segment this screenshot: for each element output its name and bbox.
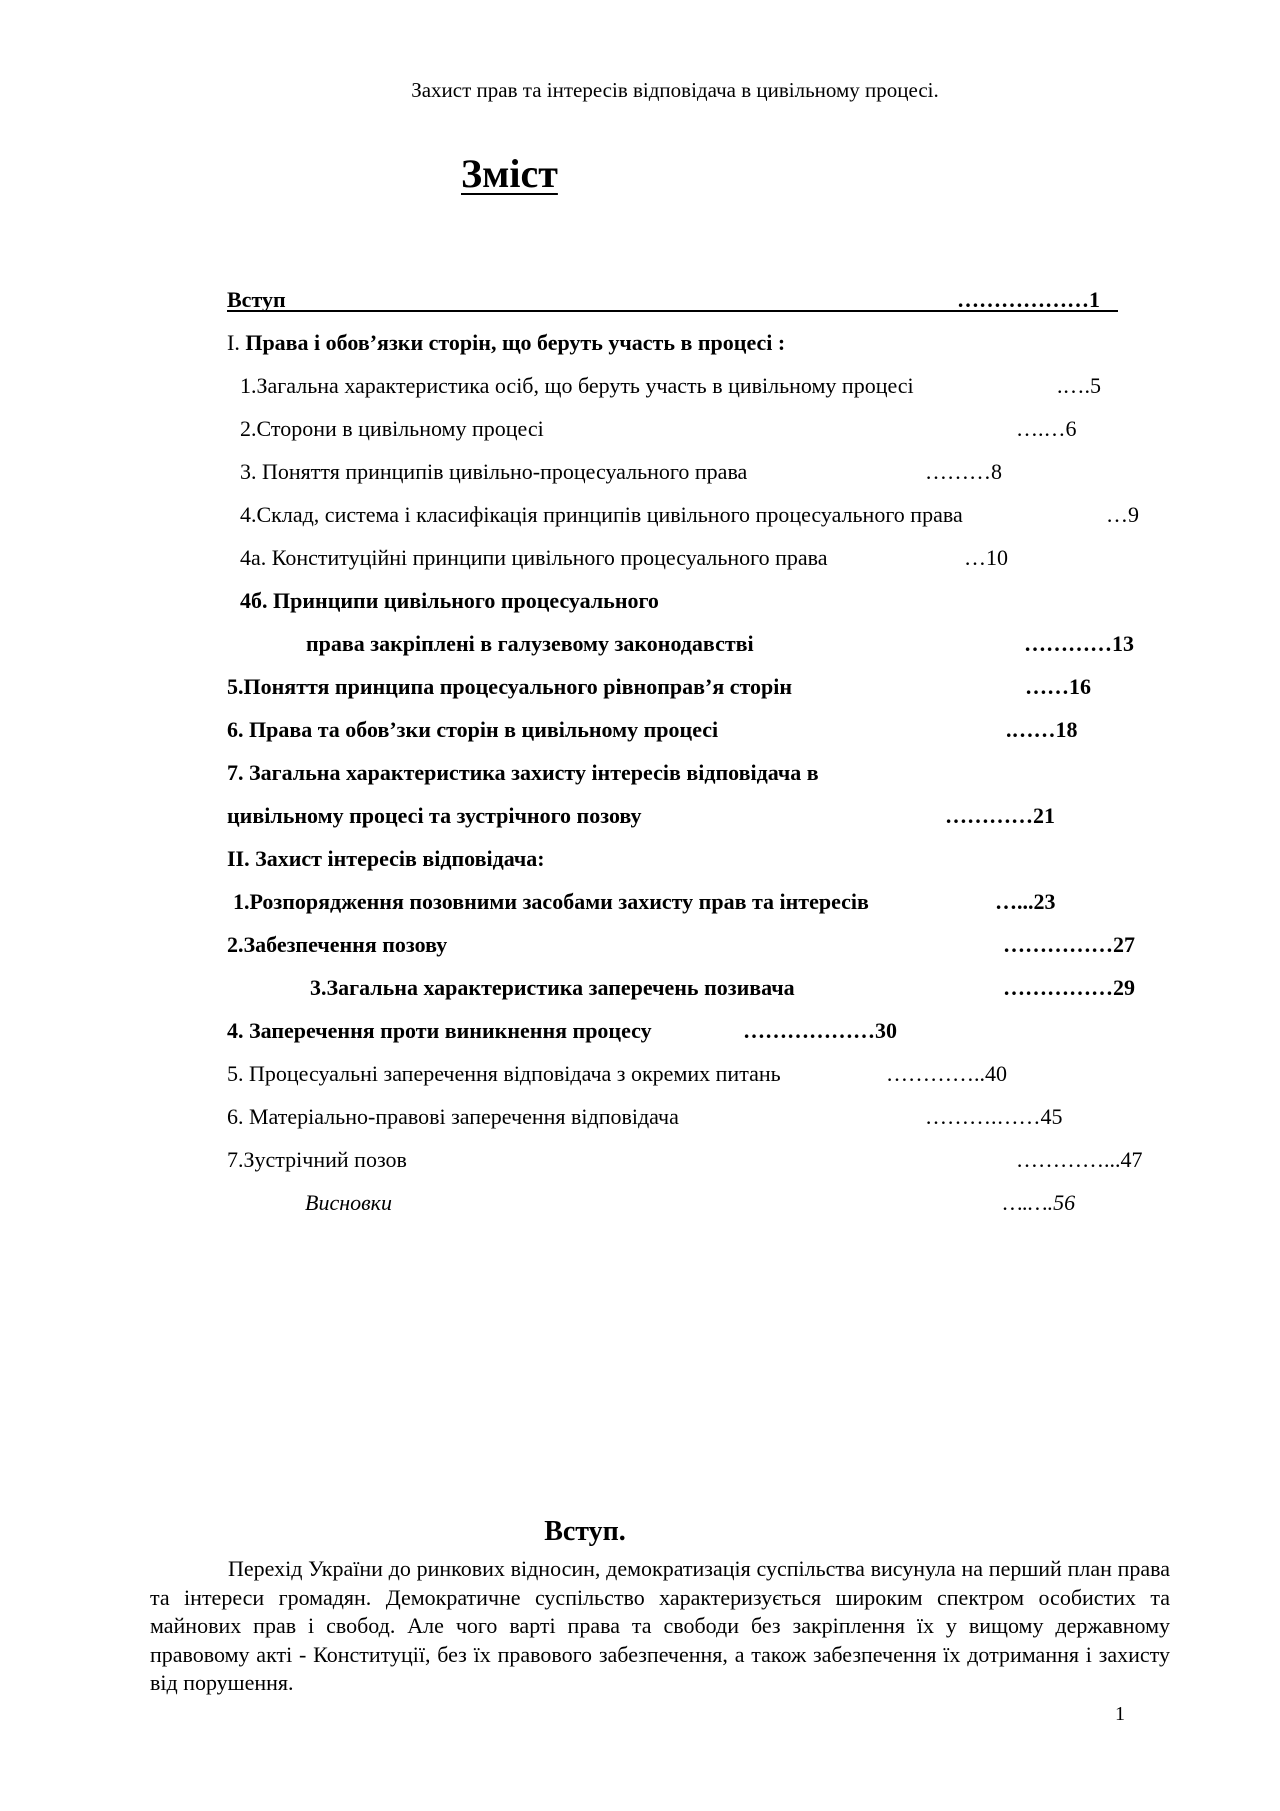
toc-entry-title: 3.Загальна характеристика заперечень позивача (310, 975, 795, 1000)
toc-entry-2-1 (227, 882, 1187, 922)
toc-entry-page: …………21 (945, 803, 1055, 828)
toc-entry-page: …9 (1106, 502, 1139, 527)
toc-entry-title: Вступ (227, 280, 1118, 312)
toc-entry-title: 4.Склад, система і класифікація принципів цивільного процесуального права (240, 502, 963, 527)
toc-entry-title: II. Захист інтересів відповідача: (227, 846, 545, 871)
toc-entry-title: 2.Забезпечення позову (227, 932, 448, 957)
toc-entry-1-7-cont (227, 796, 1187, 836)
toc-entry-page: ….….56 (1003, 1190, 1076, 1215)
toc-entry-page: …10 (964, 545, 1008, 570)
intro-body (150, 1555, 1170, 1698)
toc-entry-page: …………...47 (1016, 1147, 1143, 1172)
toc-entry-page: ……………27 (1003, 932, 1135, 957)
toc-entry-1-6 (227, 710, 1187, 750)
toc-entry-2-7 (227, 1140, 1187, 1180)
toc-entry-1-4a (227, 538, 1187, 578)
toc-entry-title: 2.Сторони в цивільному процесі (240, 416, 544, 441)
toc-entry-title: 6. Права та обов’зки сторін в цивільному процесі (227, 717, 719, 742)
toc-entry-title: 1.Загальна характеристика осіб, що беруть участь в цивільному процесі (240, 373, 914, 398)
toc-entry-conclusions (227, 1183, 1187, 1223)
toc-entry-title: 5. Процесуальні заперечення відповідача з окремих питань (227, 1061, 781, 1086)
toc-entry-1-1 (227, 366, 1187, 406)
toc-entry-title: права закріплені в галузевому законодавстві (306, 631, 754, 656)
toc-entry-page: .……18 (1006, 717, 1078, 742)
toc-entry-page: ………8 (925, 459, 1002, 484)
toc-entry-1-4b-cont (227, 624, 1187, 664)
toc-entry-page: ………………30 (743, 1018, 897, 1043)
toc-entry-title: 5.Поняття принципа процесуального рівноправ’я сторін (227, 674, 793, 699)
toc-entry-page: ….…6 (1016, 416, 1077, 441)
toc-entry-page: …………..40 (886, 1061, 1007, 1086)
toc-entry-2-4 (227, 1011, 1187, 1051)
toc-entry-page: …...23 (995, 889, 1056, 914)
toc-entry-page: …………13 (1024, 631, 1134, 656)
toc-entry-1-7 (227, 753, 1187, 793)
toc-entry-2-3 (227, 968, 1187, 1008)
toc-entry-section-2 (227, 839, 1187, 879)
toc-entry-page: ……16 (1025, 674, 1091, 699)
toc-heading: Зміст (461, 151, 558, 196)
toc-entry-1-2 (227, 409, 1187, 449)
toc-entry-page: ……………29 (1003, 975, 1135, 1000)
toc-entry-title: 7.Зустрічний позов (227, 1147, 407, 1172)
toc-entry-title: Висновки (305, 1190, 392, 1215)
running-title: Захист прав та інтересів відповідача в цивільному процесі. (411, 78, 939, 102)
toc-entry-title: 7. Загальна характеристика захисту інтересів відповідача в (227, 760, 819, 785)
toc-entry-1-3 (227, 452, 1187, 492)
toc-entry-2-6 (227, 1097, 1187, 1137)
toc-entry-1-5 (227, 667, 1187, 707)
intro-heading: Вступ. (544, 1516, 626, 1547)
toc-entry-section-1 (227, 323, 1187, 363)
toc-entry-title: 1.Розпорядження позовними засобами захисту прав та інтересів (233, 889, 869, 914)
toc-entry-title: цивільному процесі та зустрічного позову (227, 803, 642, 828)
page-number: 1 (1115, 1703, 1125, 1725)
toc-entry-page: .….5 (1057, 373, 1101, 398)
toc-entry-title: 6. Матеріально-правові заперечення відповідача (227, 1104, 679, 1129)
toc-entry-1-4 (227, 495, 1187, 535)
toc-entry-page: ………………1 (957, 287, 1100, 312)
toc-entry-intro (227, 280, 1187, 320)
toc-entry-number: I. (227, 330, 246, 355)
toc-entry-page: ……….……45 (925, 1104, 1063, 1129)
toc-entry-title: 4а. Конституційні принципи цивільного процесуального права (240, 545, 828, 570)
toc-entry-title: 4б. Принципи цивільного процесуального (240, 588, 659, 613)
toc-entry-2-2 (227, 925, 1187, 965)
toc-entry-2-5 (227, 1054, 1187, 1094)
toc-entry-title: Права і обов’язки сторін, що беруть участь в процесі : (245, 330, 786, 355)
intro-paragraph: Перехід України до ринкових відносин, демократизація суспільства висунула на перший план права та інтереси громадян. Демократичне суспільство характеризується широким спектром особистих та майнових прав і свобод. Але чого варті права та свободи без закріплення їх у вищому державному правовому акті - Конституції, без їх правового забезпечення, а також забезпечення їх дотримання і захисту від порушення. (150, 1556, 1170, 1695)
toc-entry-1-4b (227, 581, 1187, 621)
toc-entry-title: 3. Поняття принципів цивільно-процесуального права (240, 459, 748, 484)
toc-entry-title: 4. Заперечення проти виникнення процесу (227, 1018, 652, 1043)
